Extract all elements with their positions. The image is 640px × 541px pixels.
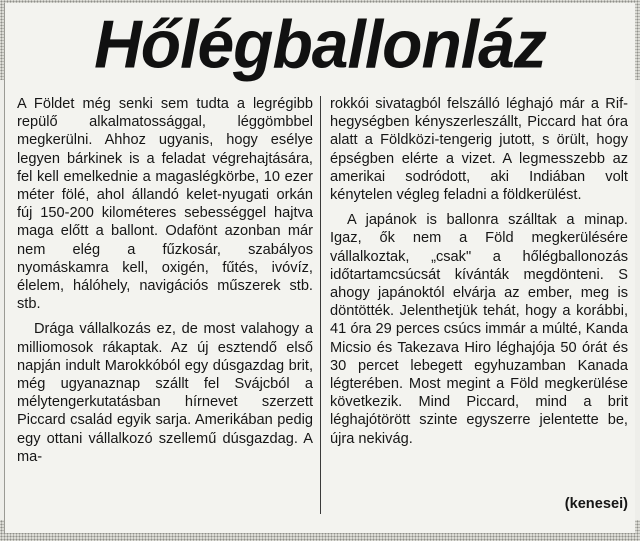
column-divider bbox=[320, 96, 321, 514]
article-column-left bbox=[17, 95, 313, 466]
author-byline: (kenesei) bbox=[564, 496, 628, 512]
paragraph-3: rokkói sivatagból felszálló léghajó már a Rif-hegységben kényszerleszállt, Piccard hat óra alatt a Földközi-tengerig jutott, s örült, hogy épségben elérte a vizet. A legmesszebb az amerikai sodródott, aki Indiában volt kénytelen végleg feladni a földkerülést. bbox=[330, 96, 628, 204]
paragraph-1: A Földet még senki sem tudta a legrégibb repülő alkalmatossággal, léggömbbel megkerülni. Ahhoz ugyanis, hogy esélye legyen bárkinek is a feladat végrehajtására, fel kell emelkednie a magaslégkörbe, 10 ezer méter fölé, ahol állandó kelet-nyugati orkán fúj 150-200 kilométeres sebességgel hajtva maga előtt a ballont. Odafönt azonban már nem elég a fűzkosár, szabályos nyomáskamra kell, oxigén, fűtés, ivóvíz, élelem, hálóhely, navigációs műszerek stb. stb. bbox=[17, 96, 313, 313]
headline: Hőlégballonláz bbox=[94, 6, 546, 82]
paragraph-4: A japánok is ballonra szálltak a minap. Igaz, ők nem a Föld megkerülésére vállalkoztak, „csak" a hőlégballonozás időtartamcsúcsát kívánták megdönteni. S ahogy japánoktól elvárja az ember, meg is döntötték. Jelenthetjük tehát, hogy a korábbi, 41 óra 29 perces csúcs immár a múlté, Kanda Micsio és Takezava Hiro léghajója 50 órát és 30 percet lebegett egyhuzamban Kanada légterében. Most megint a Föld megkerülése következik. Mind Piccard, mind a brit léghajótörött szinte egyszerre jelentette be, újra nekivág. bbox=[330, 212, 628, 447]
article-column-right bbox=[330, 95, 628, 448]
paragraph-2: Drága vállalkozás ez, de most valahogy a milliomosok rákaptak. Az új esztendő első napján indult Marokkóból egy dúsgazdag brit, még ugyanaznap szállt fel Svájcból a mélytengerkutatásban hírnevet szerzett Piccard család egyik sarja. Amerikában pedig egy ottani vállalkozó szellemű dúsgazdag. A ma- bbox=[17, 321, 313, 465]
